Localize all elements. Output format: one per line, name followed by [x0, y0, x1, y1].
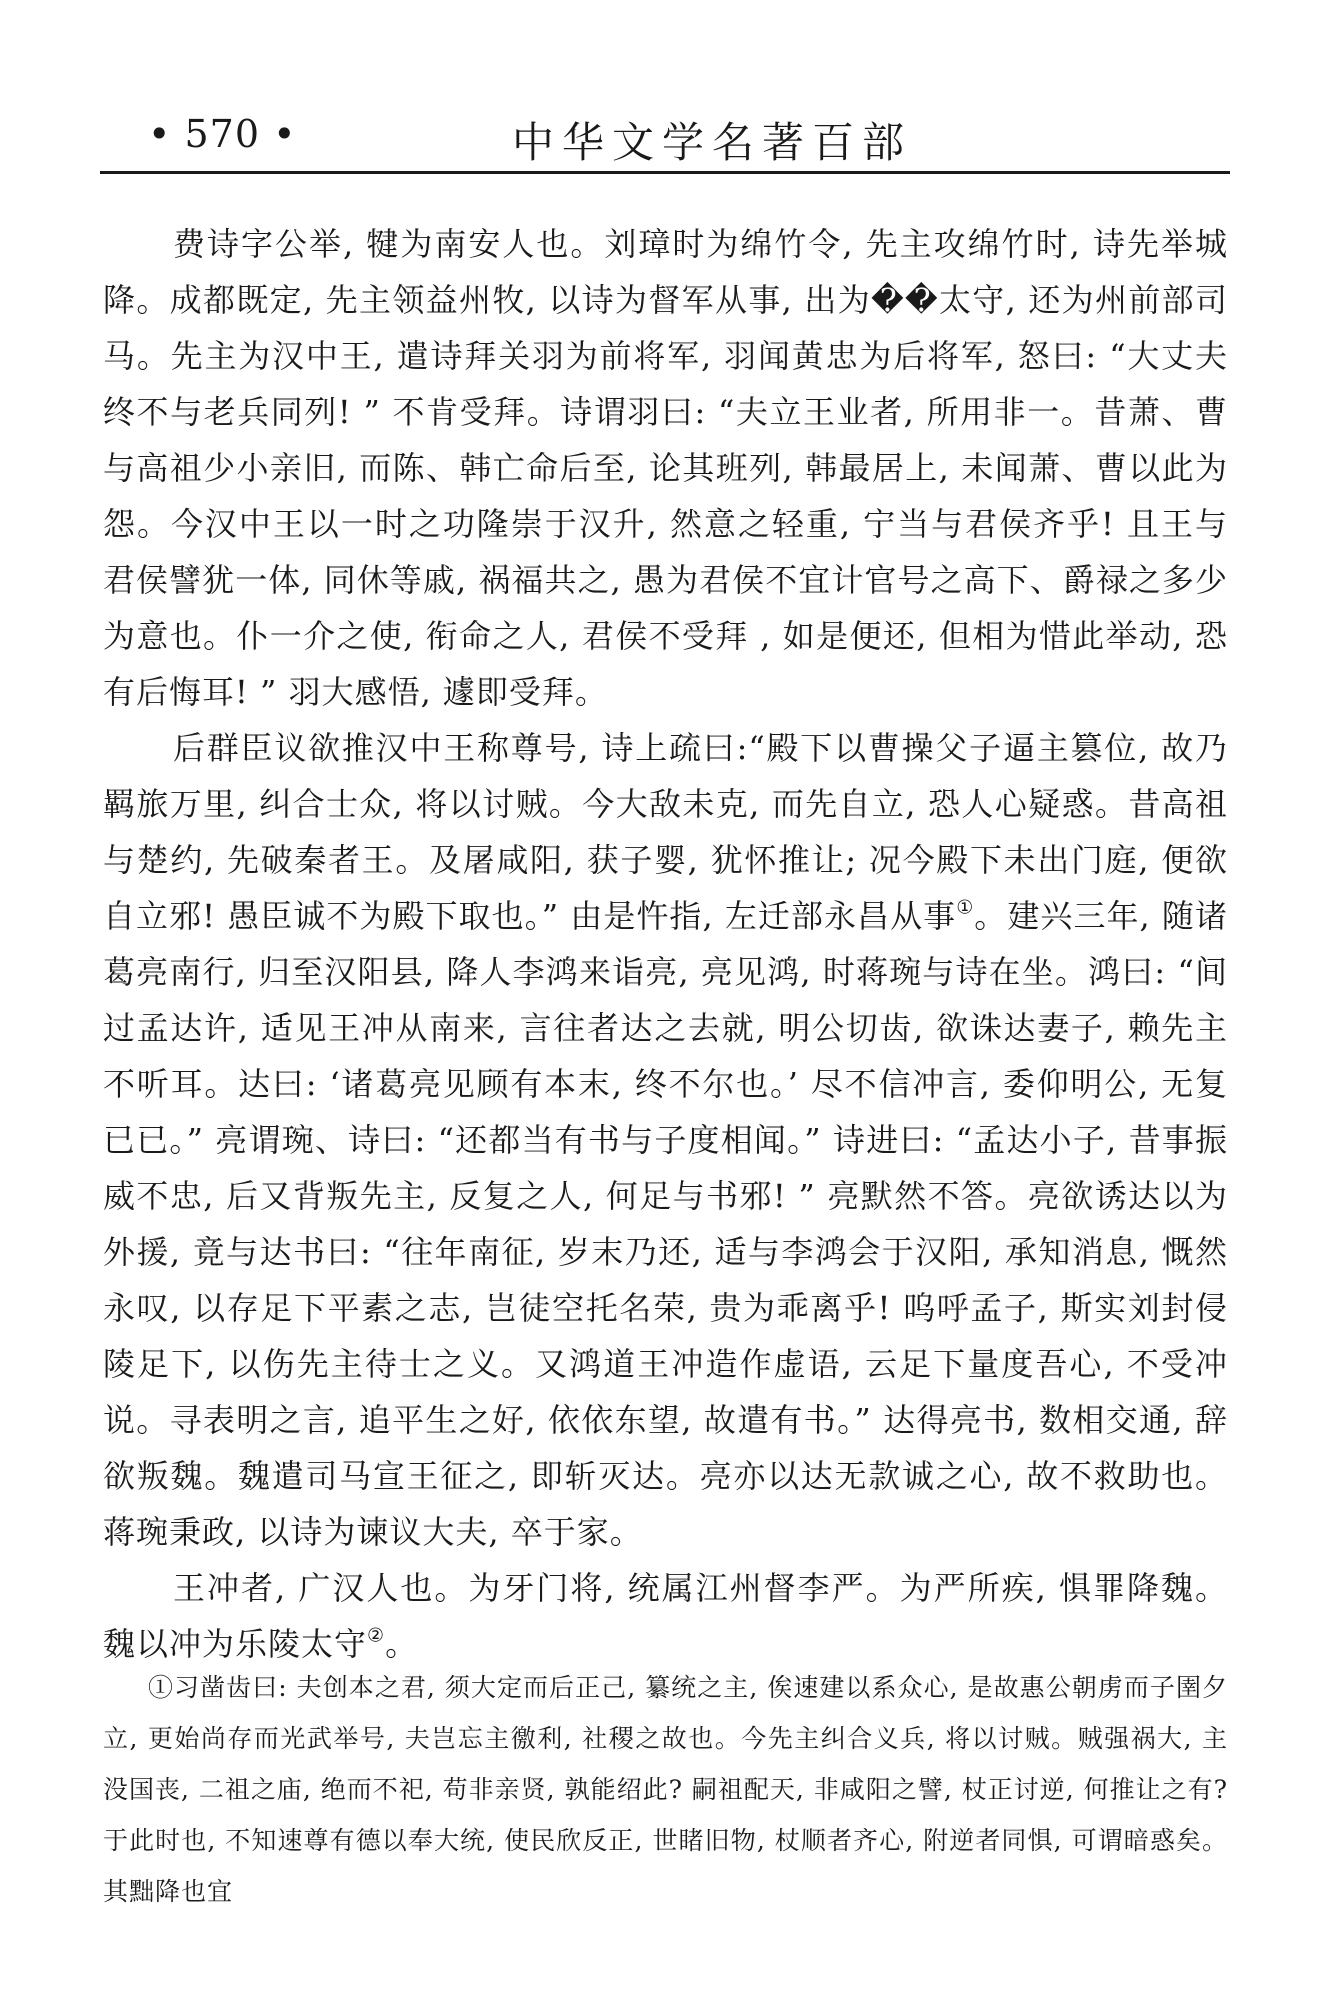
- paragraph-text: 后群臣议欲推汉中王称尊号, 诗上疏曰:“殿下以曹操父子逼主篡位, 故乃羁旅万里, 纠合士众, 将以讨贼。今大敌未克, 而先自立, 恐人心疑惑。昔高祖与楚约, 先破秦者王。及屠咸阳, 获子婴, 犹怀推让; 况今殿下未出门庭, 便欲自立邪! 愚臣诚不为殿下取也。” 由是忤指, 左迁部永昌从事: [103, 729, 1228, 935]
- paragraph-enthronement-memorial: [103, 720, 1228, 1560]
- footnotes: [103, 1662, 1228, 1917]
- main-text: [103, 216, 1228, 1672]
- footnote-1: ①习凿齿曰: 夫创本之君, 须大定而后正己, 纂统之主, 俟速建以系众心, 是故惠公朝虏而子圉夕立, 更始尚存而光武举号, 夫岂忘主徼利, 社稷之故也。今先主纠合义兵, 将以讨贼。贼强祸大, 主没国丧, 二祖之庙, 绝而不祀, 苟非亲贤, 孰能绍此? 嗣祖配天, 非咸阳之譬, 杖正讨逆, 何推让之有? 于此时也, 不知速尊有德以奉大统, 使民欣反正, 世睹旧物, 杖顺者齐心, 附逆者同惧, 可谓暗惑矣。其黜降也宜: [103, 1673, 1229, 1906]
- paragraph-text: 。建兴三年, 随诸葛亮南行, 归至汉阳县, 降人李鸿来诣亮, 亮见鸿, 时蒋琬与诗在坐。鸿曰: “间过孟达许, 适见王冲从南来, 言往者达之去就, 明公切齿, 欲诛达妻子, 赖先主不听耳。达曰: ‘诸葛亮见顾有本末, 终不尔也。’ 尽不信冲言, 委仰明公, 无复已已。” 亮谓琬、诗曰: “还都当有书与子度相闻。” 诗进曰: “孟达小子, 昔事振威不忠, 后又背叛先主, 反复之人, 何足与书邪! ” 亮默然不答。亮欲诱达以为外援, 竟与达书曰: “往年南征, 岁末乃还, 适与李鸿会于汉阳, 承知消息, 慨然永叹, 以存足下平素之志, 岂徒空托名荣, 贵为乖离乎! 呜呼孟子, 斯实刘封侵陵足下, 以伤先主待士之义。又鸿道王冲造作虚语, 云足下量度吾心, 不受冲说。寻表明之言, 追平生之好, 依依东望, 故遣有书。” 达得亮书, 数相交通, 辞欲叛魏。魏遣司马宣王征之, 即斩灭达。亮亦以达无款诚之心, 故不救助也。蒋琬秉政, 以诗为谏议大夫, 卒于家。: [103, 897, 1228, 1551]
- paragraph-text: 。: [385, 1625, 419, 1663]
- page-number: • 570 •: [148, 112, 297, 156]
- paragraph-text: 王冲者, 广汉人也。为牙门将, 统属江州督李严。为严所疾, 惧罪降魏。魏以冲为乐陵太守: [103, 1569, 1228, 1663]
- book-title: 中华文学名著百部: [512, 118, 913, 167]
- paragraph-fei-shi: [103, 216, 1228, 720]
- page-header: [100, 108, 1230, 172]
- paragraph-text: 费诗字公举, 犍为南安人也。刘璋时为绵竹令, 先主攻绵竹时, 诗先举城降。成都既定, 先主领益州牧, 以诗为督军从事, 出为��太守, 还为州前部司马。先主为汉中王, 遣诗拜关羽为前将军, 羽闻黄忠为后将军, 怒曰: “大丈夫终不与老兵同列! ” 不肯受拜。诗谓羽曰: “夫立王业者, 所用非一。昔萧、曹与高祖少小亲旧, 而陈、韩亡命后至, 论其班列, 韩最居上, 未闻萧、曹以此为怨。今汉中王以一时之功隆崇于汉升, 然意之轻重, 宁当与君侯齐乎! 且王与君侯譬犹一体, 同休等戚, 祸福共之, 愚为君侯不宜计官号之高下、爵禄之多少为意也。仆一介之使, 衔命之人, 君侯不受拜 , 如是便还, 但相为惜此举动, 恐有后悔耳! ” 羽大感悟, 遽即受拜。: [103, 225, 1228, 711]
- header-rule: [100, 171, 1230, 174]
- paragraph-wang-chong: [103, 1560, 1228, 1672]
- footnote-marker-2[interactable]: ②: [367, 1624, 386, 1647]
- footnote-marker-1[interactable]: ①: [956, 896, 975, 919]
